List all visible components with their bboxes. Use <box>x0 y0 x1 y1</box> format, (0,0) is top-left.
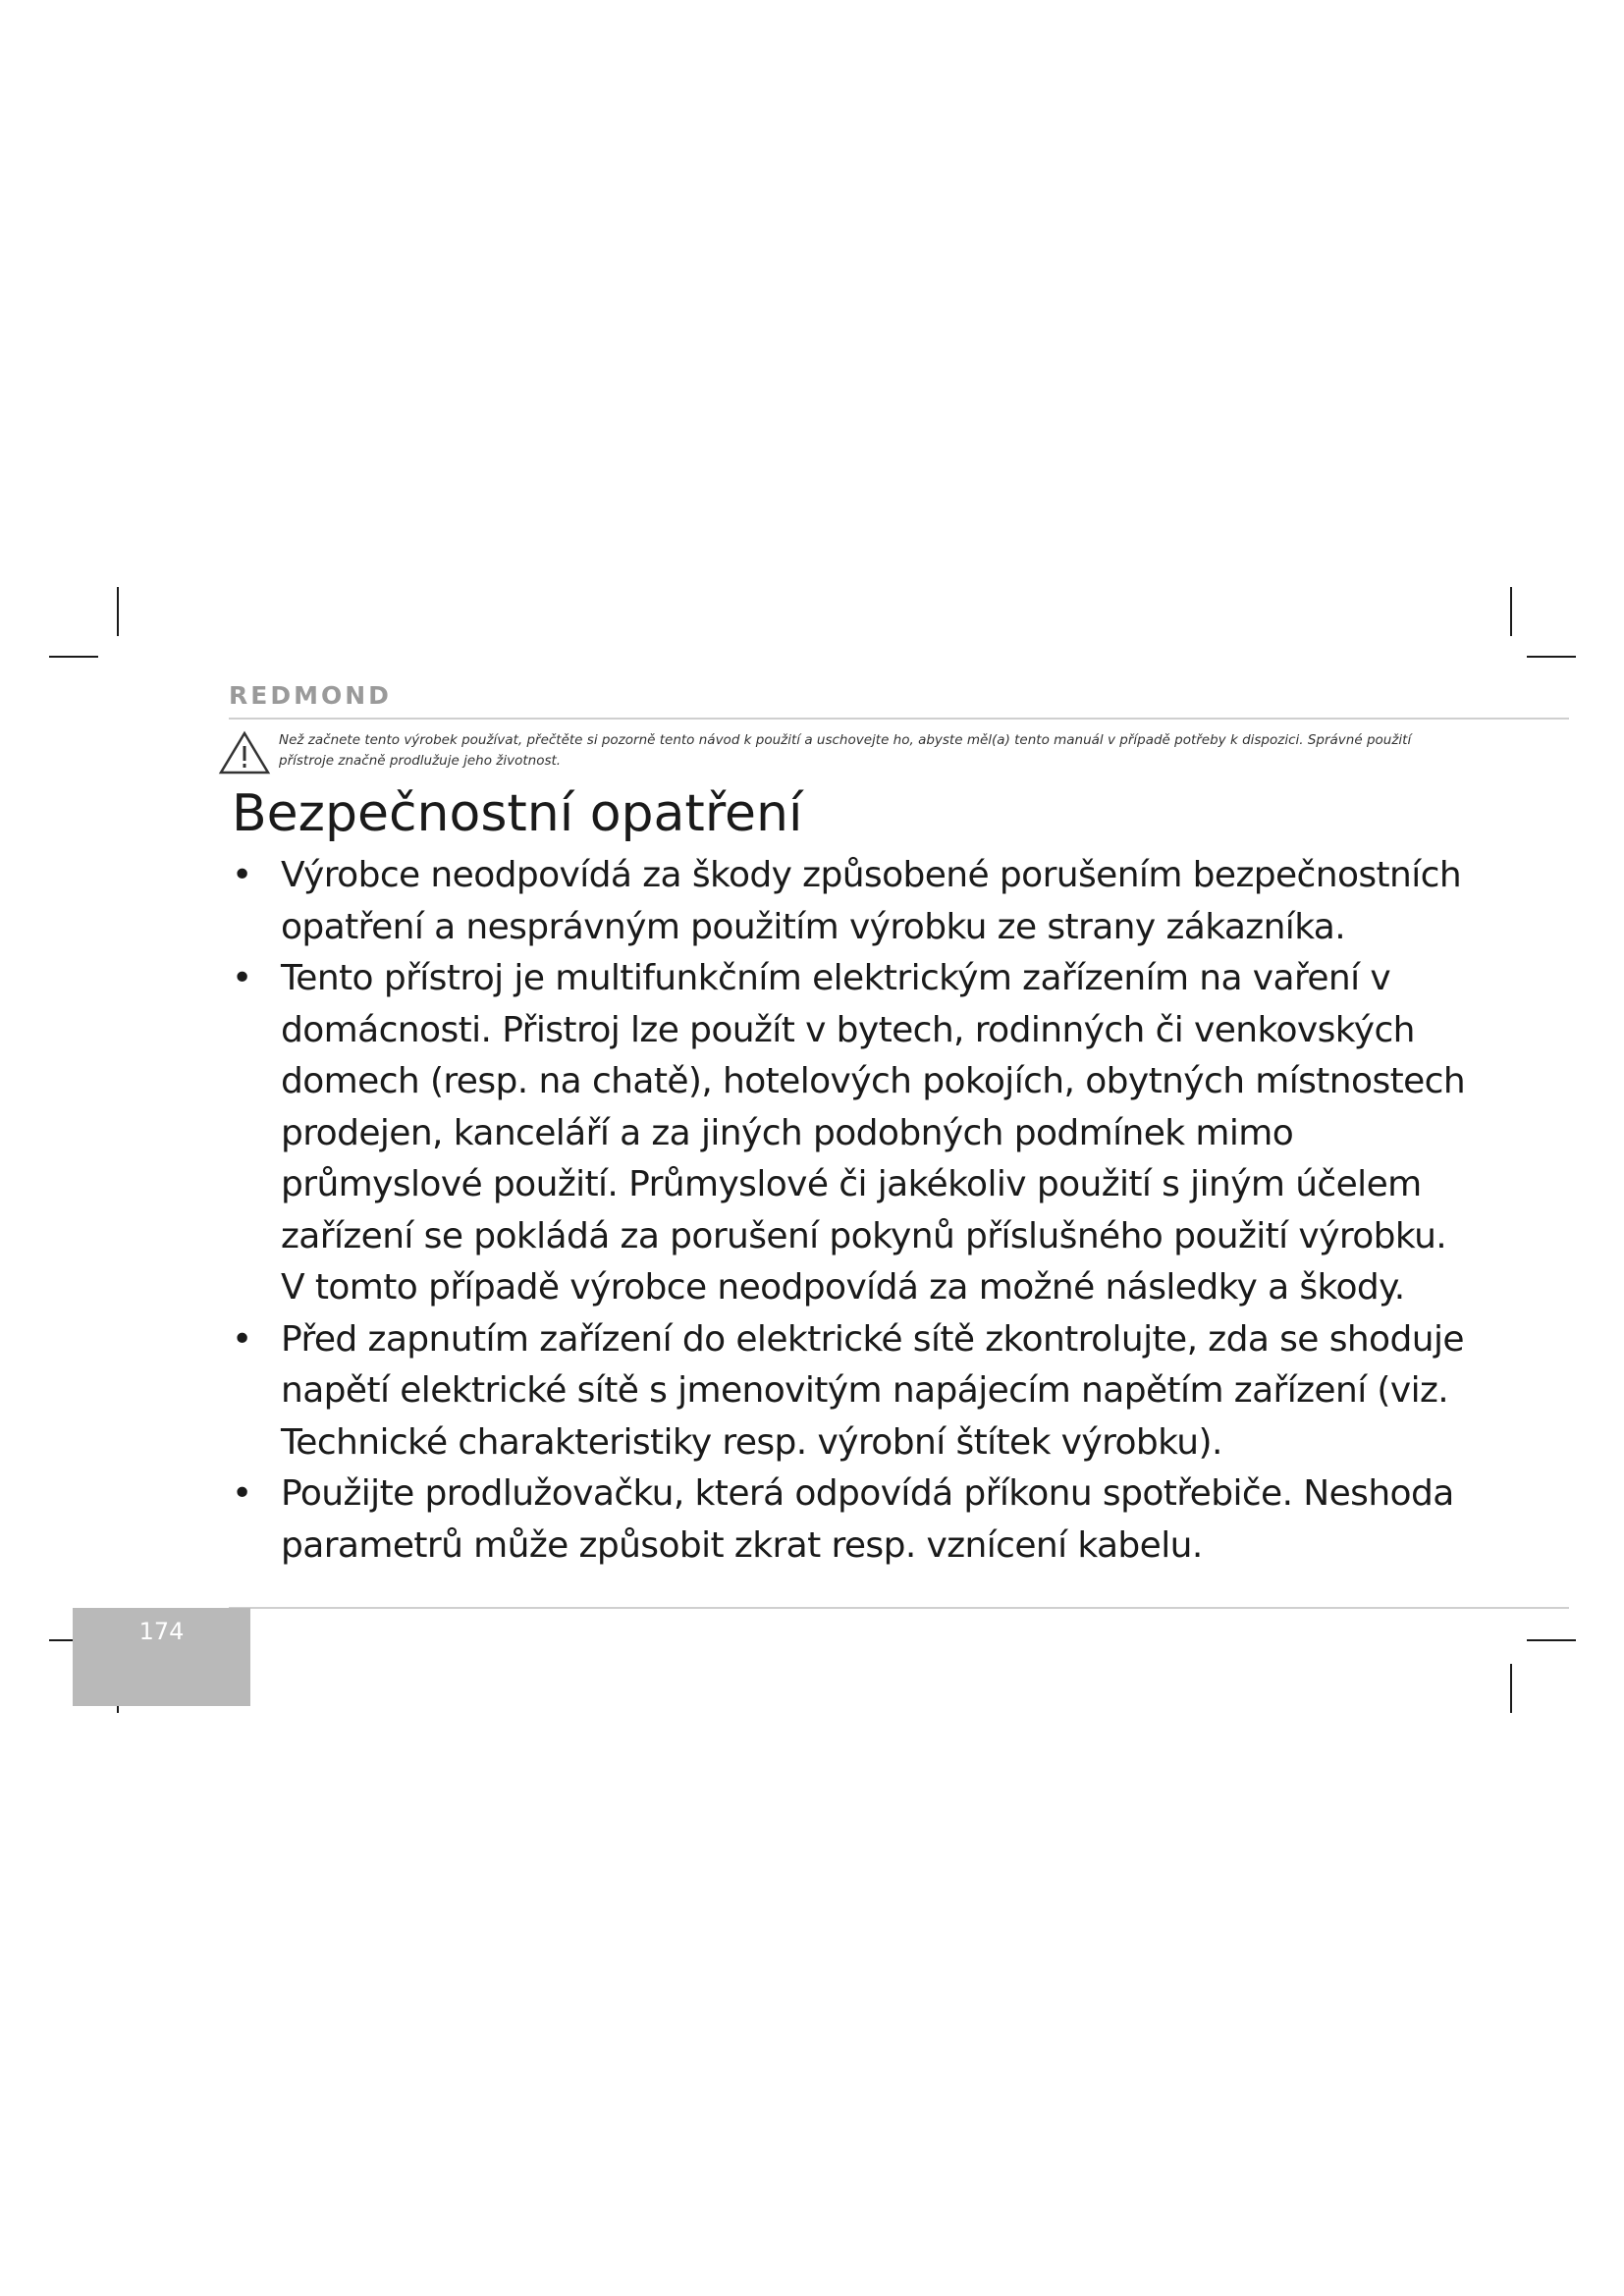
header-divider <box>229 718 1569 720</box>
warning-line: Než začnete tento výrobek používat, přečtěte si pozorně tento návod k použití a uschovejte ho, abyste měl(a) tento manuál v případě potřeby k dispozici. Správné použití <box>279 732 1412 748</box>
list-item <box>232 953 1479 1314</box>
warning-line: přístroje značně prodlužuje jeho životnost. <box>279 753 562 769</box>
page-number-box <box>73 1608 250 1706</box>
bullet-icon: • <box>232 1318 252 1360</box>
crop-mark <box>1527 1639 1576 1641</box>
list-item <box>232 1314 1479 1469</box>
crop-mark <box>1510 1664 1512 1713</box>
list-item <box>232 850 1479 953</box>
brand-logo: REDMOND <box>229 681 392 710</box>
page-number: 174 <box>138 1618 185 1645</box>
bullet-icon: • <box>232 1473 252 1514</box>
crop-mark <box>1527 656 1576 658</box>
list-item-text: Tento přístroj je multifunkčním elektrickým zařízením na vaření v domácnosti. Přistroj lze použít v bytech, rodinných či venkovských domech (resp. na chatě), hotelových pokojích, obytných místnostech prodejen, kanceláří a za jiných podobných podmínek mimo průmyslové použití. Průmyslové či jakékoliv použití s jiným účelem zařízení se pokládá za porušení pokynů příslušného použití výrobku. V tomto případě výrobce neodpovídá za možné následky a škody. <box>281 958 1466 1308</box>
list-item-text: Před zapnutím zařízení do elektrické sítě zkontrolujte, zda se shoduje napětí elektrické sítě s jmenovitým napájecím napětím zařízení (viz. Technické charakteristiky resp. výrobní štítek výrobku). <box>281 1318 1464 1463</box>
warning-notice <box>218 730 1573 779</box>
bullet-icon: • <box>232 855 252 895</box>
warning-triangle-icon <box>218 730 271 775</box>
list-item-text: Použijte prodlužovačku, která odpovídá příkonu spotřebiče. Neshoda parametrů může způsobit zkrat resp. vznícení kabelu. <box>281 1473 1454 1566</box>
list-item <box>232 1468 1479 1572</box>
crop-mark <box>117 587 119 636</box>
footer-divider <box>229 1607 1569 1609</box>
bullet-icon: • <box>232 958 252 998</box>
safety-list <box>232 850 1479 1572</box>
section-title: Bezpečnostní opatření <box>232 784 803 843</box>
crop-mark <box>49 656 98 658</box>
crop-mark <box>1510 587 1512 636</box>
list-item-text: Výrobce neodpovídá za škody způsobené porušením bezpečnostních opatření a nesprávným použitím výrobku ze strany zákazníka. <box>281 855 1462 947</box>
warning-text <box>279 730 1555 772</box>
